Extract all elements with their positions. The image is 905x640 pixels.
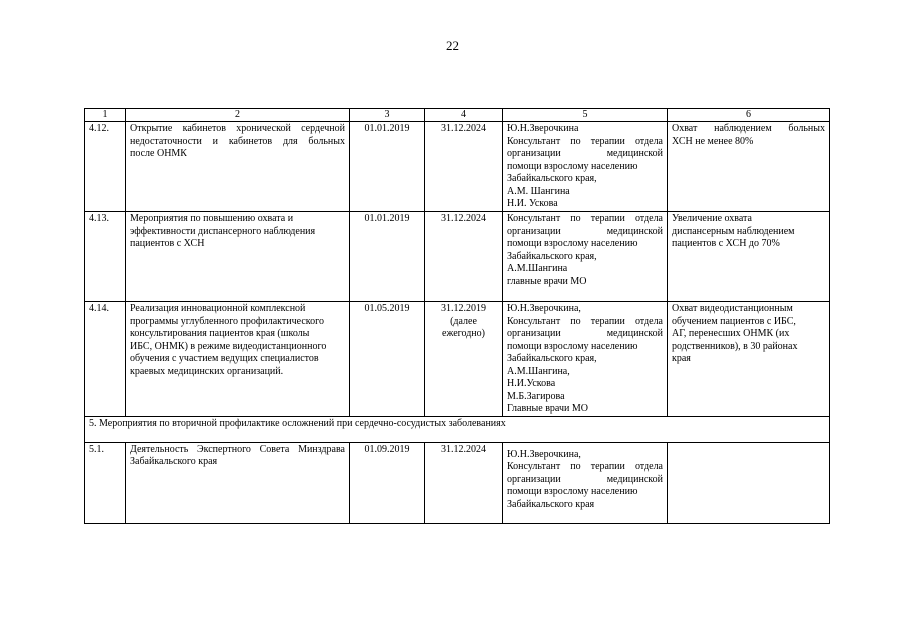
col-number-1: 1	[85, 109, 126, 122]
section-title: 5. Мероприятия по вторичной профилактике осложнений при сердечно-сосудистых заболеваниях	[85, 416, 830, 442]
measures-table	[84, 108, 830, 524]
result-line: Охват наблюдением больных	[672, 123, 825, 134]
activity-line: после ОНМК	[130, 148, 187, 159]
activity-cell	[126, 122, 350, 212]
activity-line: обучения с участием ведущих специалистов	[130, 353, 319, 364]
result-cell	[668, 122, 830, 212]
responsible-line: Консультант по терапии отдела	[507, 461, 663, 472]
activity-line: Открытие кабинетов хронической сердечной	[130, 123, 345, 134]
responsible-line: Н.И. Ускова	[507, 198, 558, 209]
col-number-5: 5	[503, 109, 668, 122]
end-date-cell	[425, 442, 503, 523]
result-line: ХСН не менее 80%	[672, 135, 754, 147]
responsible-cell	[503, 302, 668, 417]
responsible-line: помощи взрослому населению	[507, 238, 638, 249]
responsible-line: помощи взрослому населению	[507, 340, 638, 352]
end-date-line: (далее	[450, 315, 477, 327]
page-number: 22	[446, 38, 459, 53]
start-date: 01.05.2019	[350, 302, 425, 417]
activity-line: Деятельность Экспертного Совета Минздрава	[130, 443, 345, 455]
col-number-4: 4	[425, 109, 503, 122]
responsible-cell	[503, 212, 668, 302]
activity-line: эффективности диспансерного наблюдения	[130, 225, 316, 237]
result-line: Охват видеодистанционным	[672, 303, 793, 314]
activity-cell	[126, 442, 350, 523]
item-number: 4.12.	[85, 122, 126, 212]
activity-line: Забайкальского края	[130, 456, 218, 467]
end-date-line: 31.12.2019	[441, 303, 486, 314]
item-number: 4.14.	[85, 302, 126, 417]
table-row	[85, 442, 830, 523]
section-heading-row	[85, 416, 830, 442]
responsible-line: помощи взрослому населению	[507, 160, 638, 172]
responsible-line: Консультант по терапии отдела	[507, 135, 663, 147]
responsible-line: Забайкальского края	[507, 498, 595, 510]
start-date: 01.01.2019	[350, 212, 425, 302]
item-number: 5.1.	[85, 442, 126, 523]
activity-line: Мероприятия по повышению охвата и	[130, 213, 294, 224]
responsible-cell	[503, 442, 668, 523]
activity-line: краевых медицинских организаций.	[130, 365, 284, 377]
end-date-line: ежегодно)	[442, 328, 485, 339]
activity-line: ИБС, ОНМК) в режиме видеодистанционного	[130, 340, 327, 352]
responsible-line: Забайкальского края,	[507, 353, 597, 364]
start-date: 01.01.2019	[350, 122, 425, 212]
end-date-line: 31.12.2024	[441, 213, 486, 224]
responsible-line: Ю.Н.Зверочкина	[507, 123, 579, 134]
table-row	[85, 302, 830, 417]
responsible-line: Забайкальского края,	[507, 173, 597, 184]
result-cell	[668, 212, 830, 302]
responsible-line: Ю.Н.Зверочкина,	[507, 303, 581, 314]
result-line: края	[672, 353, 691, 364]
responsible-line: А.М.Шангина,	[507, 365, 570, 377]
result-line: диспансерным наблюдением	[672, 225, 795, 237]
end-date-line: 31.12.2024	[441, 443, 486, 455]
result-cell	[668, 302, 830, 417]
activity-cell	[126, 212, 350, 302]
activity-line: программы углубленного профилактического	[130, 315, 324, 327]
col-number-6: 6	[668, 109, 830, 122]
col-number-3: 3	[350, 109, 425, 122]
responsible-line: Ю.Н.Зверочкина,	[507, 448, 581, 460]
responsible-line: главные врачи МО	[507, 275, 587, 287]
table-row	[85, 212, 830, 302]
responsible-line: Консультант по терапии отдела	[507, 213, 663, 224]
item-number: 4.13.	[85, 212, 126, 302]
end-date-cell	[425, 302, 503, 417]
result-cell	[668, 442, 830, 523]
result-line: обучением пациентов с ИБС,	[672, 315, 796, 327]
responsible-line: Консультант по терапии отдела	[507, 315, 663, 327]
responsible-line: организации медицинской	[507, 225, 663, 237]
end-date-cell	[425, 212, 503, 302]
column-number-row	[85, 109, 830, 122]
activity-cell	[126, 302, 350, 417]
result-line: родственников), в 30 районах	[672, 340, 798, 352]
responsible-line: А.М. Шангина	[507, 185, 570, 197]
end-date-cell	[425, 122, 503, 212]
responsible-line: Н.И.Ускова	[507, 378, 556, 389]
activity-line: недостаточности и кабинетов для больных	[130, 135, 345, 147]
responsible-line: Забайкальского края,	[507, 250, 597, 262]
result-line: пациентов с ХСН до 70%	[672, 238, 780, 249]
responsible-line: организации медицинской	[507, 328, 663, 339]
activity-line: консультирования пациентов края (школы	[130, 328, 310, 339]
start-date: 01.09.2019	[350, 442, 425, 523]
responsible-line: организации медицинской	[507, 148, 663, 159]
col-number-2: 2	[126, 109, 350, 122]
responsible-line: Главные врачи МО	[507, 403, 588, 414]
responsible-line: А.М.Шангина	[507, 263, 568, 274]
end-date-line: 31.12.2024	[441, 123, 486, 134]
table-row	[85, 122, 830, 212]
responsible-line: помощи взрослому населению	[507, 486, 638, 497]
responsible-line: организации медицинской	[507, 473, 663, 485]
activity-line: пациентов с ХСН	[130, 238, 205, 249]
result-line: Увеличение охвата	[672, 213, 752, 224]
result-line: АГ, перенесших ОНМК (их	[672, 328, 790, 339]
responsible-line: М.Б.Загирова	[507, 390, 565, 402]
responsible-cell	[503, 122, 668, 212]
activity-line: Реализация инновационной комплексной	[130, 303, 306, 314]
